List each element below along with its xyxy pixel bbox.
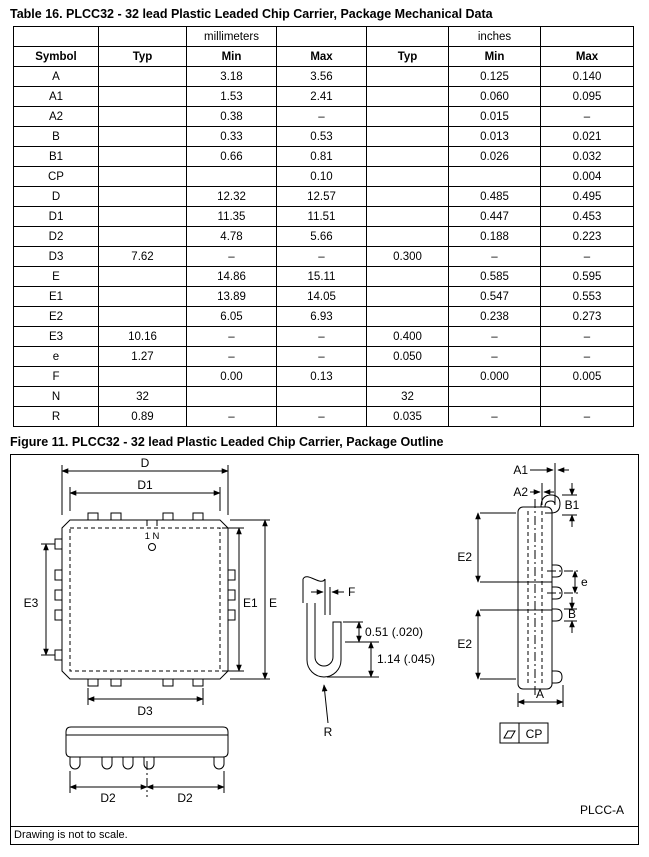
cell-mm-min: [187, 387, 277, 407]
cell-mm-min: [187, 167, 277, 187]
cell-mm-min: 3.18: [187, 67, 277, 87]
table-row: [14, 167, 634, 187]
cell-in-min: 0.485: [449, 187, 541, 207]
cell-mm-min: 0.33: [187, 127, 277, 147]
cell-mm-min: –: [187, 347, 277, 367]
col-header-min-mm: Min: [187, 47, 277, 67]
table-row: [14, 407, 634, 427]
cell-symbol: N: [14, 387, 99, 407]
cell-in-typ: [367, 67, 449, 87]
col-header-typ-in: Typ: [367, 47, 449, 67]
cell-symbol: E1: [14, 287, 99, 307]
cell-in-min: 0.585: [449, 267, 541, 287]
dim-label-r: R: [323, 725, 333, 739]
cell-in-max: –: [541, 327, 634, 347]
cell-mm-max: [277, 387, 367, 407]
cell-mm-typ: [99, 127, 187, 147]
table-row: [14, 247, 634, 267]
dim-label-a: A: [535, 687, 545, 701]
cell-in-min: 0.547: [449, 287, 541, 307]
cell-in-min: –: [449, 247, 541, 267]
dim-label-b1: B1: [564, 498, 580, 512]
table-row: [14, 287, 634, 307]
cell-in-min: 0.238: [449, 307, 541, 327]
cell-in-min: –: [449, 347, 541, 367]
cell-in-min: 0.000: [449, 367, 541, 387]
cell-mm-typ: [99, 367, 187, 387]
mechanical-data-table: [13, 26, 634, 427]
cell-in-max: 0.032: [541, 147, 634, 167]
cell-in-typ: [367, 367, 449, 387]
cell-mm-typ: [99, 87, 187, 107]
cell-mm-typ: [99, 287, 187, 307]
cell-in-min: 0.125: [449, 67, 541, 87]
cell-mm-typ: [99, 187, 187, 207]
pin1-marking: 1 N: [144, 531, 160, 542]
col-header-typ-mm: Typ: [99, 47, 187, 67]
cell-mm-min: 11.35: [187, 207, 277, 227]
cell-mm-max: 0.53: [277, 127, 367, 147]
dim-label-d2-right: D2: [177, 791, 193, 805]
cell-mm-typ: [99, 67, 187, 87]
unit-cell: [14, 27, 99, 47]
cell-mm-min: –: [187, 327, 277, 347]
col-header-min-in: Min: [449, 47, 541, 67]
body-profile: [66, 727, 228, 757]
pin1-index-dot: [149, 544, 156, 551]
cp-label: CP: [525, 727, 543, 741]
cell-mm-max: 2.41: [277, 87, 367, 107]
cell-symbol: B1: [14, 147, 99, 167]
table-row: [14, 67, 634, 87]
cell-mm-min: 0.66: [187, 147, 277, 167]
cell-in-min: 0.026: [449, 147, 541, 167]
cell-in-max: 0.223: [541, 227, 634, 247]
figure-labels: [24, 456, 624, 817]
cp-datum-glyph: [504, 731, 515, 738]
cell-mm-max: –: [277, 407, 367, 427]
cell-mm-min: 13.89: [187, 287, 277, 307]
cell-mm-typ: 7.62: [99, 247, 187, 267]
table-row: [14, 267, 634, 287]
cell-mm-max: –: [277, 247, 367, 267]
cell-mm-min: –: [187, 247, 277, 267]
dim-label-d3: D3: [137, 704, 153, 718]
cell-mm-max: 14.05: [277, 287, 367, 307]
cell-mm-max: 12.57: [277, 187, 367, 207]
cell-in-max: 0.095: [541, 87, 634, 107]
cell-in-max: 0.453: [541, 207, 634, 227]
cell-in-typ: 32: [367, 387, 449, 407]
cell-symbol: R: [14, 407, 99, 427]
cell-in-max: 0.273: [541, 307, 634, 327]
dim-label-e-small: e: [581, 575, 588, 589]
cell-in-min: –: [449, 407, 541, 427]
unit-cell-millimeters: millimeters: [187, 27, 277, 47]
cell-in-max: [541, 387, 634, 407]
unit-cell: [99, 27, 187, 47]
cell-mm-max: 0.10: [277, 167, 367, 187]
top-view: [41, 465, 270, 705]
cell-symbol: A2: [14, 107, 99, 127]
cell-in-max: 0.553: [541, 287, 634, 307]
cell-symbol: D1: [14, 207, 99, 227]
cell-in-max: 0.004: [541, 167, 634, 187]
col-header-max-in: Max: [541, 47, 634, 67]
cell-mm-typ: 0.89: [99, 407, 187, 427]
table-row: [14, 367, 634, 387]
drawing-note: Drawing is not to scale.: [11, 826, 638, 844]
cell-in-typ: [367, 107, 449, 127]
table-row: [14, 227, 634, 247]
dim-label-lead-tip: 0.51 (.020): [365, 625, 424, 639]
table-row: [14, 327, 634, 347]
cell-in-max: –: [541, 107, 634, 127]
cell-in-typ: [367, 267, 449, 287]
cell-mm-min: 4.78: [187, 227, 277, 247]
cell-in-typ: [367, 227, 449, 247]
cell-mm-typ: 32: [99, 387, 187, 407]
cell-in-typ: [367, 307, 449, 327]
cell-mm-max: 3.56: [277, 67, 367, 87]
cell-in-min: –: [449, 327, 541, 347]
figure-title: Figure 11. PLCC32 - 32 lead Plastic Leaded Chip Carrier, Package Outline: [10, 435, 444, 449]
unit-header-row: [14, 27, 634, 47]
dim-label-a2: A2: [513, 485, 528, 499]
unit-cell: [277, 27, 367, 47]
cell-mm-max: 6.93: [277, 307, 367, 327]
cell-in-max: –: [541, 407, 634, 427]
cell-mm-typ: 10.16: [99, 327, 187, 347]
cell-mm-min: 1.53: [187, 87, 277, 107]
cell-symbol: A: [14, 67, 99, 87]
table-title: Table 16. PLCC32 - 32 lead Plastic Leaded Chip Carrier, Package Mechanical Data: [10, 7, 493, 21]
cell-symbol: e: [14, 347, 99, 367]
cell-in-min: 0.447: [449, 207, 541, 227]
cell-in-typ: 0.300: [367, 247, 449, 267]
cell-mm-typ: [99, 207, 187, 227]
cell-symbol: D2: [14, 227, 99, 247]
cell-symbol: B: [14, 127, 99, 147]
unit-cell-inches: inches: [449, 27, 541, 47]
table-row: [14, 127, 634, 147]
dim-label-e2-bottom: E2: [457, 637, 472, 651]
cell-mm-typ: [99, 267, 187, 287]
cell-mm-max: 15.11: [277, 267, 367, 287]
cell-in-max: –: [541, 347, 634, 367]
cell-mm-max: –: [277, 107, 367, 127]
table-row: [14, 87, 634, 107]
cell-in-min: 0.015: [449, 107, 541, 127]
cell-mm-typ: [99, 167, 187, 187]
cell-in-typ: [367, 167, 449, 187]
cell-in-typ: [367, 187, 449, 207]
cell-mm-typ: 1.27: [99, 347, 187, 367]
cell-mm-typ: [99, 147, 187, 167]
drawing-ref: PLCC-A: [579, 803, 624, 817]
front-view: [66, 727, 228, 797]
cell-mm-min: 0.38: [187, 107, 277, 127]
cell-mm-max: 0.81: [277, 147, 367, 167]
cell-mm-max: –: [277, 327, 367, 347]
mech-table-body: [14, 67, 634, 427]
col-header-max-mm: Max: [277, 47, 367, 67]
dim-label-a1: A1: [513, 463, 528, 477]
table-row: [14, 207, 634, 227]
cell-in-typ: 0.400: [367, 327, 449, 347]
unit-cell: [367, 27, 449, 47]
dim-label-e3: E3: [23, 596, 39, 610]
cell-symbol: D: [14, 187, 99, 207]
figure-box: [10, 454, 639, 845]
cell-in-min: [449, 167, 541, 187]
cell-in-max: 0.595: [541, 267, 634, 287]
cell-mm-typ: [99, 107, 187, 127]
cell-in-max: 0.495: [541, 187, 634, 207]
package-inner-dashed: [70, 528, 220, 671]
package-outline-drawing: [11, 455, 638, 826]
cell-in-min: [449, 387, 541, 407]
cell-in-max: –: [541, 247, 634, 267]
cell-symbol: E3: [14, 327, 99, 347]
dim-label-b: B: [567, 607, 577, 621]
cell-mm-min: 6.05: [187, 307, 277, 327]
unit-cell: [541, 27, 634, 47]
cell-in-min: 0.060: [449, 87, 541, 107]
cell-in-max: 0.005: [541, 367, 634, 387]
dim-label-f: F: [348, 585, 356, 599]
cell-in-typ: [367, 287, 449, 307]
dim-label-e1: E1: [243, 596, 258, 610]
cell-in-min: 0.013: [449, 127, 541, 147]
cell-mm-max: 11.51: [277, 207, 367, 227]
table-row: [14, 387, 634, 407]
dim-label-e2-top: E2: [457, 550, 472, 564]
cell-mm-max: –: [277, 347, 367, 367]
dim-label-e: E: [269, 596, 278, 610]
cell-in-typ: [367, 207, 449, 227]
cell-symbol: E: [14, 267, 99, 287]
dim-label-d: D: [140, 456, 150, 470]
j-lead-profile: [307, 603, 341, 677]
cell-in-typ: [367, 87, 449, 107]
cell-mm-typ: [99, 227, 187, 247]
dim-label-lead-height: 1.14 (.045): [377, 652, 436, 666]
cell-symbol: D3: [14, 247, 99, 267]
table-row: [14, 107, 634, 127]
dim-label-d1: D1: [137, 478, 153, 492]
cell-symbol: CP: [14, 167, 99, 187]
cell-mm-min: 0.00: [187, 367, 277, 387]
cell-mm-max: 0.13: [277, 367, 367, 387]
cell-mm-min: 14.86: [187, 267, 277, 287]
cell-in-max: 0.140: [541, 67, 634, 87]
col-header-symbol: Symbol: [14, 47, 99, 67]
table-row: [14, 187, 634, 207]
column-header-row: [14, 47, 634, 67]
cell-in-typ: [367, 127, 449, 147]
cell-in-typ: 0.035: [367, 407, 449, 427]
cell-mm-min: 12.32: [187, 187, 277, 207]
cell-in-typ: [367, 147, 449, 167]
dim-label-d2-left: D2: [100, 791, 116, 805]
table-row: [14, 147, 634, 167]
table-row: [14, 307, 634, 327]
cell-in-min: 0.188: [449, 227, 541, 247]
cell-in-max: 0.021: [541, 127, 634, 147]
package-body-outline: [62, 520, 228, 679]
cell-symbol: E2: [14, 307, 99, 327]
cell-in-typ: 0.050: [367, 347, 449, 367]
cell-symbol: F: [14, 367, 99, 387]
cell-mm-max: 5.66: [277, 227, 367, 247]
lead-detail-view: [303, 577, 379, 723]
cell-mm-min: –: [187, 407, 277, 427]
table-row: [14, 347, 634, 367]
cell-symbol: A1: [14, 87, 99, 107]
cell-mm-typ: [99, 307, 187, 327]
